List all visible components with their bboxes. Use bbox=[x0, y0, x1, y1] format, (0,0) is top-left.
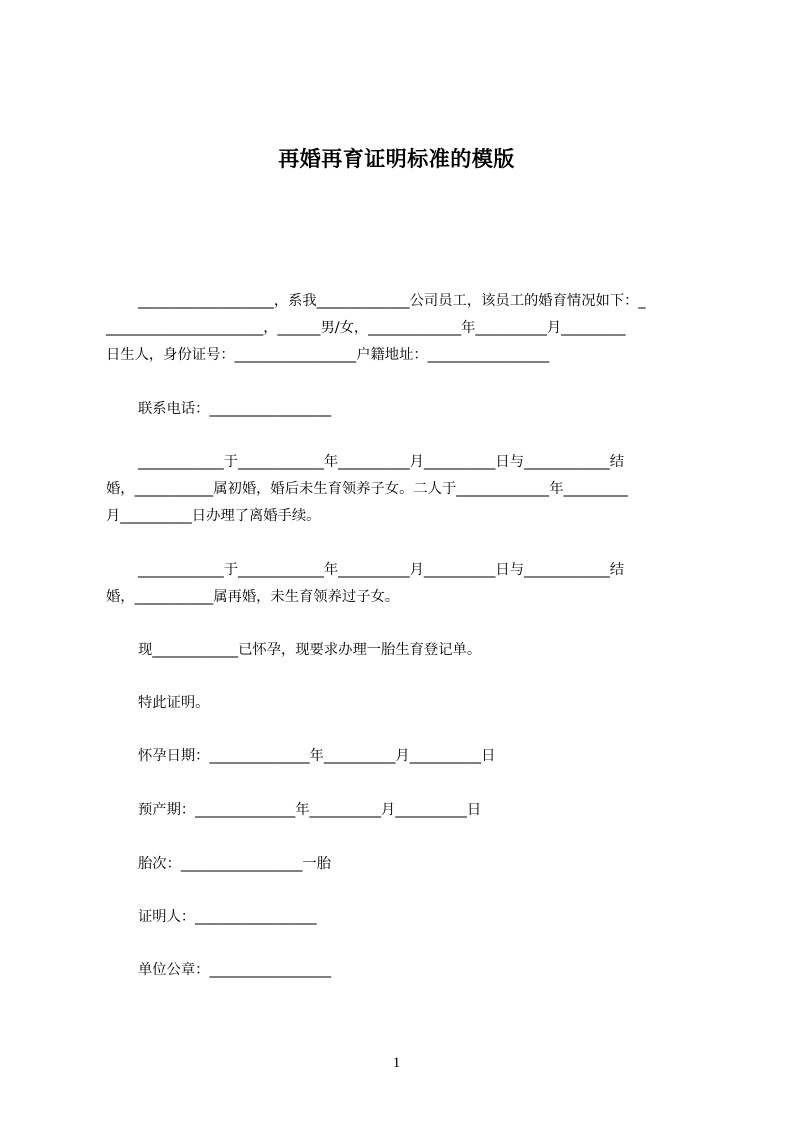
body-line-first-marriage-1: ____________于____________年__________月__________日与____________结 bbox=[138, 454, 625, 470]
body-line-intro-2: ______________________，______男/女，_____________年__________月_________ bbox=[106, 320, 626, 336]
document-title: 再婚再育证明标准的模版 bbox=[278, 147, 515, 171]
seal-line: 单位公章：_________________ bbox=[138, 962, 332, 978]
pregnancy-statement: 现____________已怀孕，现要求办理一胎生育登记单。 bbox=[138, 642, 482, 658]
witness-line: 证明人：_________________ bbox=[138, 909, 317, 925]
body-line-first-marriage-3: 月__________日办理了离婚手续。 bbox=[106, 508, 321, 524]
body-line-remarriage-1: ____________于____________年__________月__________日与____________结 bbox=[138, 562, 625, 578]
contact-phone-line: 联系电话：_________________ bbox=[138, 401, 332, 417]
body-line-intro-1: ___________________，系我_____________公司员工，该员工的婚育情况如下：_ bbox=[138, 293, 646, 309]
body-line-remarriage-2: 婚，___________属再婚，未生育领养过子女。 bbox=[106, 589, 400, 605]
body-line-first-marriage-2: 婚，___________属初婚，婚后未生育领养子女。二人于_____________年_________ bbox=[106, 481, 628, 497]
due-date-line: 预产期：______________年__________月__________日 bbox=[138, 802, 482, 818]
page-number: 1 bbox=[392, 1055, 401, 1071]
pregnancy-date-line: 怀孕日期：______________年__________月__________日 bbox=[138, 748, 496, 764]
parity-line: 胎次：_________________一胎 bbox=[138, 856, 332, 872]
certify-statement: 特此证明。 bbox=[138, 695, 210, 711]
body-line-intro-3: 日生人，身份证号：_________________户籍地址：_________________ bbox=[106, 347, 550, 363]
